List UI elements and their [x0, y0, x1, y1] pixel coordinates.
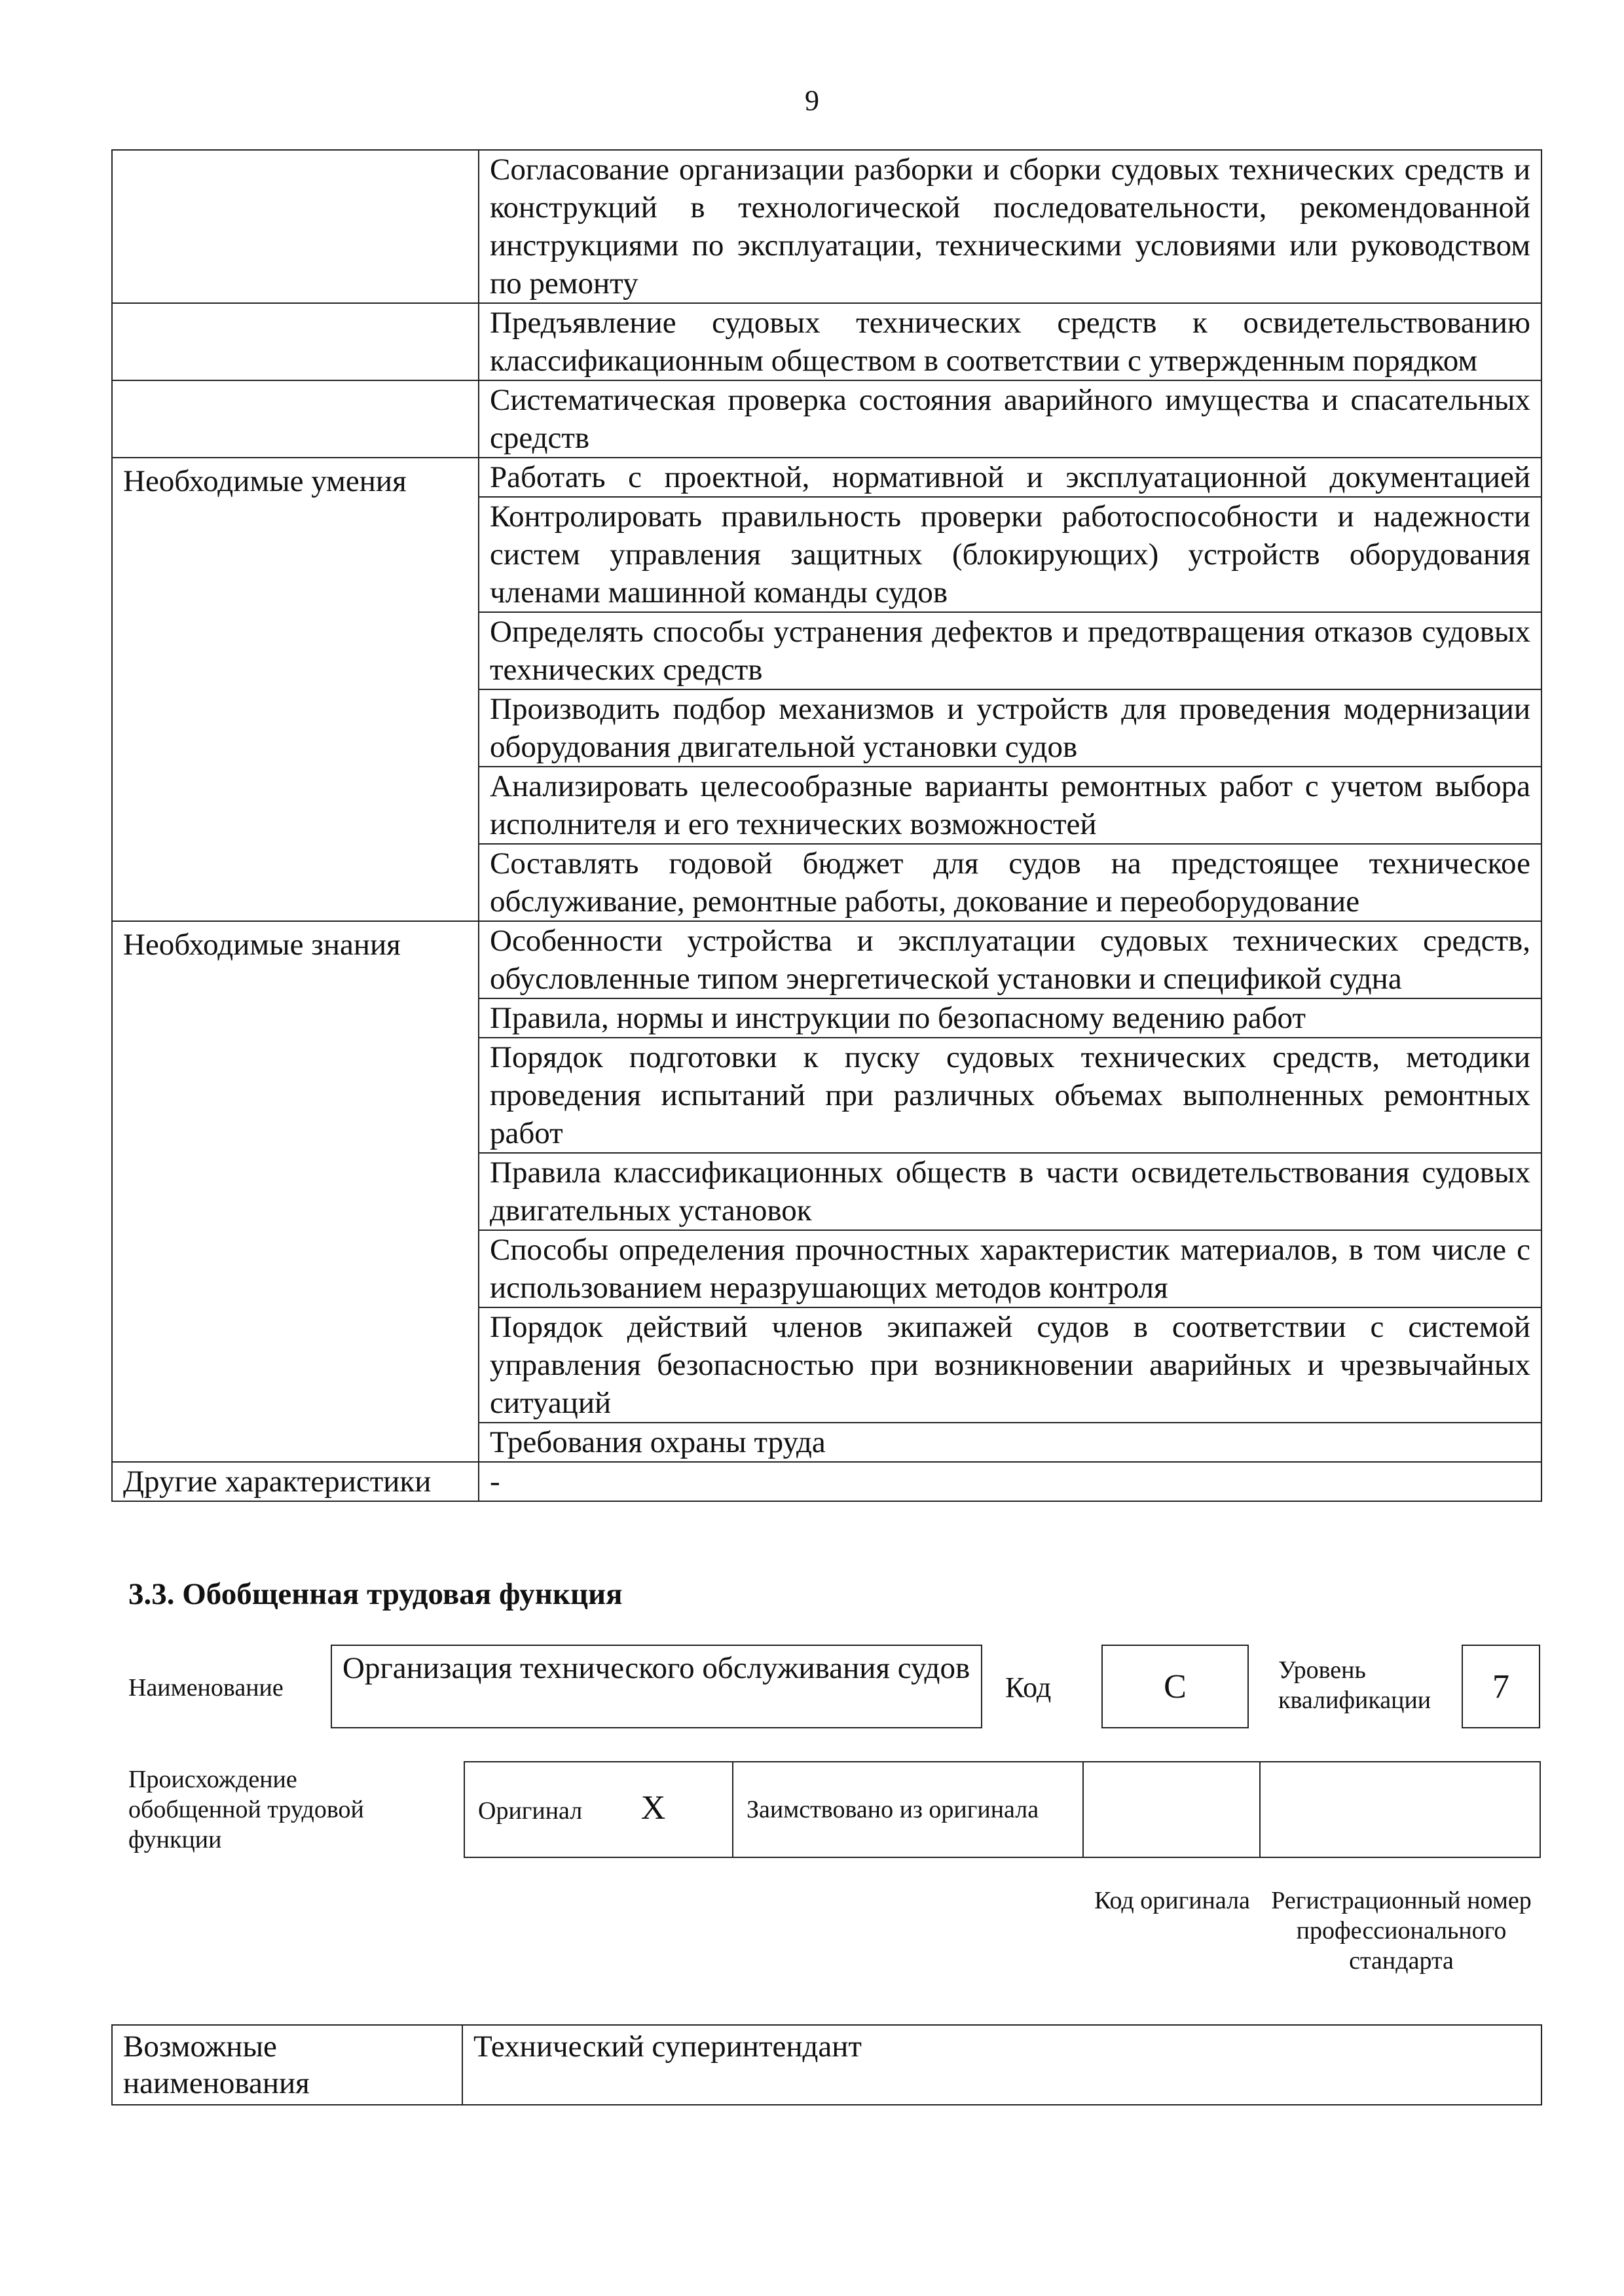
possible-names-value: Технический суперинтендант [462, 2025, 1541, 2105]
level-value-box: 7 [1462, 1645, 1540, 1728]
skill-cell: Составлять годовой бюджет для судов на предстоящее техническое обслуживание, ремонтные работы, докование и переоборудование [479, 844, 1541, 921]
name-label: Наименование [128, 1674, 284, 1702]
knowledge-cell: Правила, нормы и инструкции по безопасному ведению работ [479, 998, 1541, 1038]
skill-cell: Производить подбор механизмов и устройств для проведения модернизации оборудования двигательной установки судов [479, 689, 1541, 767]
knowledge-cell: Требования охраны труда [479, 1423, 1541, 1462]
original-mark: X [640, 1789, 666, 1827]
empty-label-cell [112, 303, 479, 380]
table-row [112, 150, 1541, 303]
empty-label-cell [112, 150, 479, 303]
original-label: Оригинал [478, 1797, 583, 1825]
possible-names-table [111, 2024, 1542, 2105]
origin-table [464, 1761, 1541, 1858]
borrowed-reg-cell [1260, 1762, 1540, 1857]
table-row [112, 458, 1541, 497]
borrowed-label: Заимствовано из оригинала [733, 1762, 1083, 1857]
empty-label-cell [112, 380, 479, 458]
knowledge-cell: Особенности устройства и эксплуатации судовых технических средств, обусловленные типом энергетической установки и спецификой судна [479, 921, 1541, 998]
knowledge-cell: Правила классификационных обществ в части освидетельствования судовых двигательных установок [479, 1153, 1541, 1230]
name-value-box: Организация технического обслуживания судов [331, 1645, 982, 1728]
table-row [112, 921, 1541, 998]
action-cell: Предъявление судовых технических средств к освидетельствованию классификационным обществом в соответствии с утвержденным порядком [479, 303, 1541, 380]
section-title: 3.3. Обобщенная трудовая функция [128, 1577, 623, 1611]
skill-cell: Анализировать целесообразные варианты ремонтных работ с учетом выбора исполнителя и его технических возможностей [479, 767, 1541, 844]
table-row [464, 1762, 1540, 1857]
action-cell: Систематическая проверка состояния аварийного имущества и спасательных средств [479, 380, 1541, 458]
code-value-box: С [1101, 1645, 1249, 1728]
table-row [112, 1462, 1541, 1501]
skills-label: Необходимые умения [112, 458, 479, 921]
reg-number-caption: Регистрационный номер профессионального стандарта [1271, 1887, 1532, 1975]
table-row [112, 303, 1541, 380]
skill-cell: Контролировать правильность проверки работоспособности и надежности систем управления защитных (блокирующих) устройств оборудования членами машинной команды судов [479, 497, 1541, 612]
page-number: 9 [805, 84, 819, 117]
other-value: - [479, 1462, 1541, 1501]
knowledge-label: Необходимые знания [112, 921, 479, 1462]
knowledge-cell: Порядок подготовки к пуску судовых технических средств, методики проведения испытаний при различных объемах выполненных ремонтных работ [479, 1038, 1541, 1153]
knowledge-cell: Способы определения прочностных характеристик материалов, в том числе с использованием неразрушающих методов контроля [479, 1230, 1541, 1307]
code-original-caption: Код оригинала [1094, 1887, 1250, 1914]
possible-names-label: Возможные наименования [112, 2025, 462, 2105]
skill-cell: Определять способы устранения дефектов и предотвращения отказов судовых технических средств [479, 612, 1541, 689]
knowledge-cell: Порядок действий членов экипажей судов в соответствии с системой управления безопасностью при возникновении аварийных и чрезвычайных ситуаций [479, 1307, 1541, 1423]
level-label: Уровень квалификации [1278, 1656, 1431, 1714]
table-row [112, 2025, 1541, 2105]
borrowed-code-cell [1083, 1762, 1260, 1857]
original-cell [464, 1762, 733, 1857]
origin-label: Происхождение обобщенной трудовой функции [128, 1766, 364, 1853]
code-label: Код [1005, 1671, 1052, 1704]
action-cell: Согласование организации разборки и сборки судовых технических средств и конструкций в технологической последовательности, рекомендованной инструкциями по эксплуатации, техническими условиями или руководством по ремонту [479, 150, 1541, 303]
table-row [112, 380, 1541, 458]
skill-cell: Работать с проектной, нормативной и эксплуатационной документацией [479, 458, 1541, 497]
other-label: Другие характеристики [112, 1462, 479, 1501]
competency-table [111, 149, 1542, 1502]
